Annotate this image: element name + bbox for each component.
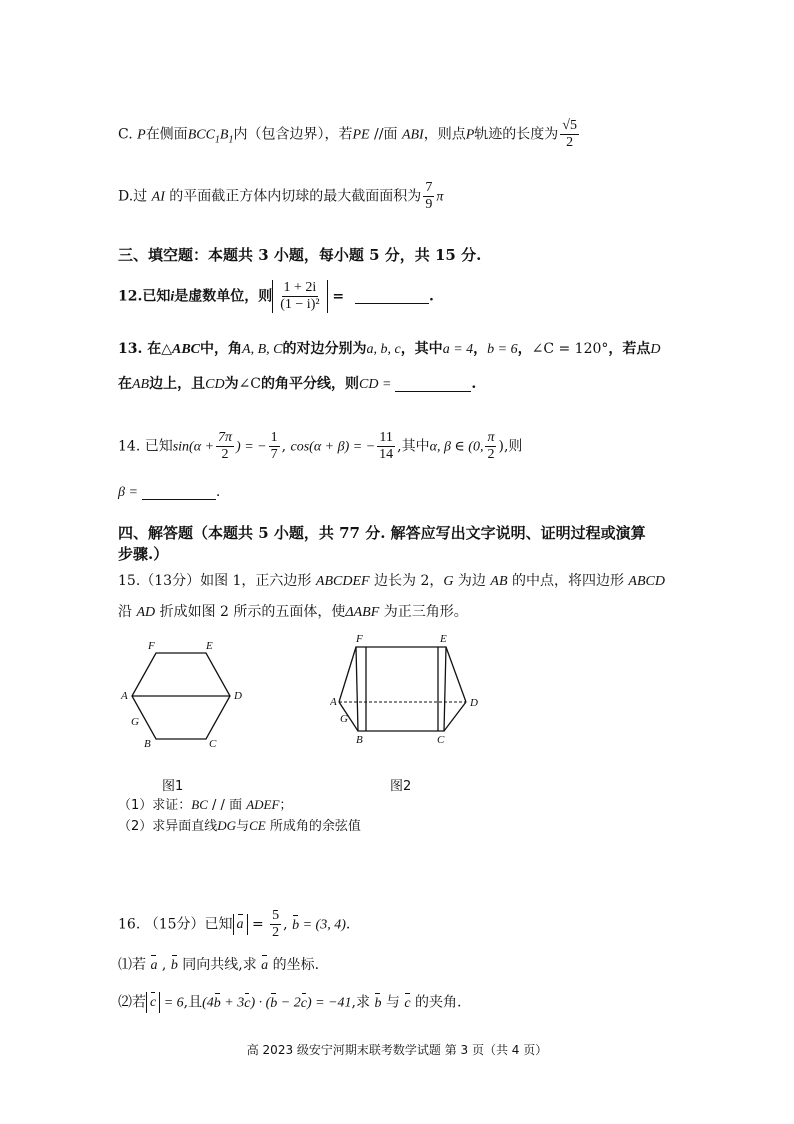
answer-blank[interactable] [355, 289, 429, 304]
abs-value: $\frac{1 + 2i}{\text{(1 − i)²}}$ [272, 280, 327, 313]
q14-line2: β = . [118, 484, 221, 500]
label-g: G [340, 713, 348, 725]
label-c: C [437, 734, 445, 746]
q14-line1: 14. 已知sin(α + $\frac{7\pi}{2}$ ) = − $\frac{1}{7}$ , cos(α + β) = − $\frac{11}{14}$ ,其中α, β ∈ (0, $\frac{\pi}{2}$ ),则 [118, 430, 523, 462]
page-footer: 高 2023 级安宁河期末联考数学试题 第 3 页（共 4 页） [246, 1043, 548, 1057]
section-3-heading: 三、填空题：本题共 3 小题，每小题 5 分，共 15 分. [118, 246, 482, 264]
label-d: D [470, 697, 478, 709]
q13-line1: 13. 在△ABC中，角A, B, C的对边分别为a, b, c，其中a = 4，b = 6，∠C = 120°，若点D [118, 341, 661, 357]
figure-1-hexagon [112, 635, 252, 755]
label-f: F [148, 640, 155, 652]
edge-cd [444, 702, 466, 731]
q15-line2: 沿 AD 折成如图 2 所示的五面体，使ΔABF 为正三角形。 [118, 604, 468, 620]
label-e: E [440, 633, 447, 645]
edge-ed [446, 647, 466, 702]
q11-option-d: D.过 AI 的平面截正方体内切球的最大截面面积为 $\frac{7}{9}$ π [118, 180, 444, 212]
q16-line3: ⑵若 c = 6,且(4b + 3c) · (b − 2c) = −41,求 b 与 c 的夹角. [118, 992, 461, 1014]
q13-line2: 在AB边上，且CD为∠C的角平分线，则CD = . [118, 376, 477, 392]
fraction: $\frac{√5}{2}$ [562, 118, 577, 150]
figure-2-pentahedron [330, 630, 490, 755]
section-4-heading-line2: 步骤.） [118, 545, 169, 563]
label-g: G [131, 716, 139, 728]
q15-sub2: （2）求异面直线DG与CE 所成角的余弦值 [118, 818, 361, 834]
q15-line1: 15.（13分）如图 1，正六边形 ABCDEF 边长为 2，G 为边 AB 的中点，将四边形 ABCD [118, 573, 665, 589]
face-bcef [356, 647, 446, 731]
fraction: $\frac{7}{9}$ [425, 180, 433, 212]
label-e: E [206, 640, 213, 652]
q16-line1: 16. （15分）已知 a = $\frac{5}{2}$ , b = (3, 4). [118, 908, 351, 940]
answer-blank[interactable] [142, 485, 216, 500]
q12: 12.已知i是虚数单位，则 $\frac{1 + 2i}{\text{(1 − i)²}}$ = . [118, 280, 434, 312]
figure-1-caption: 图1 [162, 779, 184, 794]
label-a: A [330, 696, 337, 708]
label-a: A [121, 690, 128, 702]
q11-option-c: C. P在侧面$BCC_1B_1$内（包含边界），若PE //面 ABI，则点P轨迹的长度为 $\frac{√5}{2}$ [118, 118, 577, 150]
label-f: F [356, 633, 363, 645]
section-4-heading-line1: 四、解答题（本题共 5 小题，共 77 分. 解答应写出文字说明、证明过程或演算 [118, 524, 646, 542]
q15-sub1: （1）求证：BC / / 面 ADEF； [118, 797, 293, 813]
figure-2-caption: 图2 [390, 779, 412, 794]
answer-blank[interactable] [395, 377, 471, 392]
edge-af [339, 647, 356, 702]
label-c: C [209, 738, 217, 750]
label-b: B [356, 734, 363, 746]
q16-line2: ⑴若 a , b 同向共线,求 a 的坐标. [118, 955, 319, 976]
label-d: D [234, 690, 242, 702]
label-b: B [144, 738, 151, 750]
